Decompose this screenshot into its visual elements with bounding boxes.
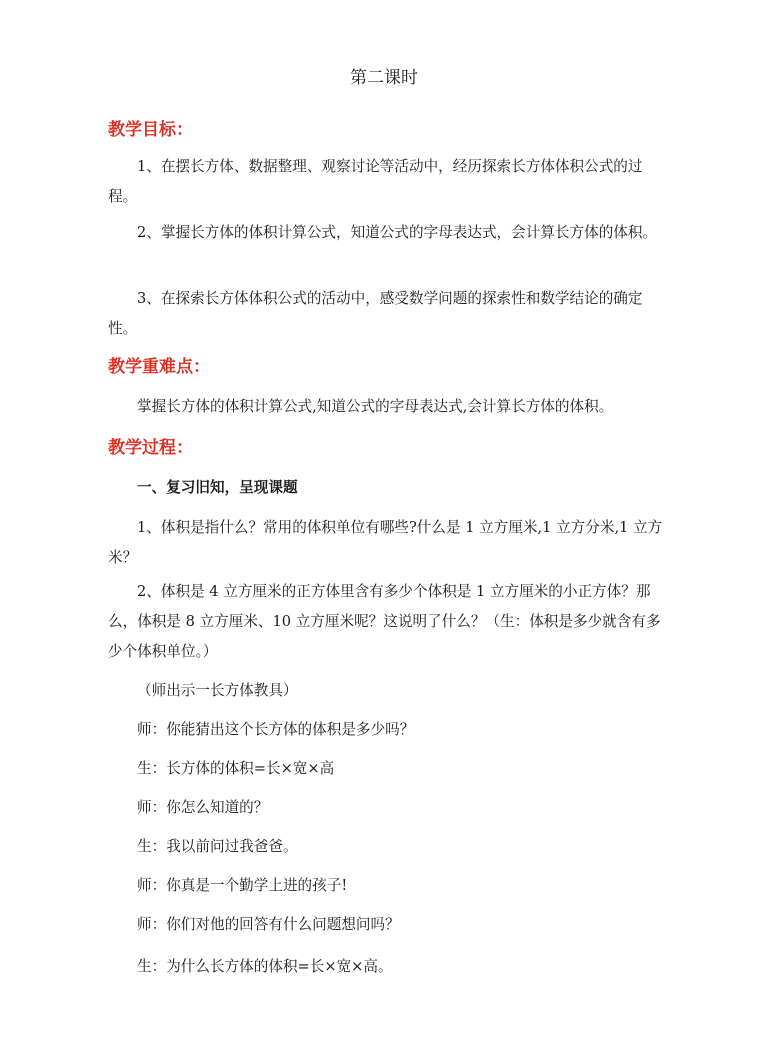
dialogue-line-1: （师出示一长方体教具） (137, 682, 298, 699)
dialogue-line-4: 师：你怎么知道的？ (137, 799, 269, 816)
key-points-text: 掌握长方体的体积计算公式,知道公式的字母表达式,会计算长方体的体积。 (137, 398, 614, 415)
dialogue-line-5: 生：我以前问过我爸爸。 (137, 838, 298, 855)
objective-item-3: 3、在探索长方体体积公式的活动中，感受数学问题的探索性和数学结论的确定性。 (108, 290, 643, 337)
dialogue-line-8: 生：为什么长方体的体积=长×宽×高。 (137, 958, 393, 975)
dialogue-line-3: 生：长方体的体积=长×宽×高 (137, 760, 335, 777)
page-title: 第二课时 (350, 68, 418, 88)
process-item-2: 2、体积是 4 立方厘米的正方体里含有多少个体积是 1 立方厘米的小正方体？那么，体积是 8 立方厘米、10 立方厘米呢？这说明了什么？（生：体积是多少就含有多少个体积单位。） (108, 583, 661, 660)
objective-item-2: 2、掌握长方体的体积计算公式，知道公式的字母表达式，会计算长方体的体积。 (137, 224, 658, 241)
process-heading: 教学过程： (108, 438, 193, 458)
dialogue-line-7: 师：你们对他的回答有什么问题想问吗？ (137, 916, 400, 933)
process-subheading: 一、复习旧知，呈现课题 (137, 479, 298, 496)
key-points-heading: 教学重难点： (108, 357, 210, 377)
objective-item-1: 1、在摆长方体、数据整理、观察讨论等活动中，经历探索长方体体积公式的过程。 (108, 158, 643, 205)
process-item-1: 1、体积是指什么？常用的体积单位有哪些?什么是 1 立方厘米,1 立方分米,1 立方米？ (108, 519, 663, 566)
dialogue-line-6: 师：你真是一个勤学上进的孩子! (137, 877, 348, 894)
objectives-heading: 教学目标： (108, 120, 193, 140)
dialogue-line-2: 师：你能猜出这个长方体的体积是多少吗？ (137, 721, 415, 738)
